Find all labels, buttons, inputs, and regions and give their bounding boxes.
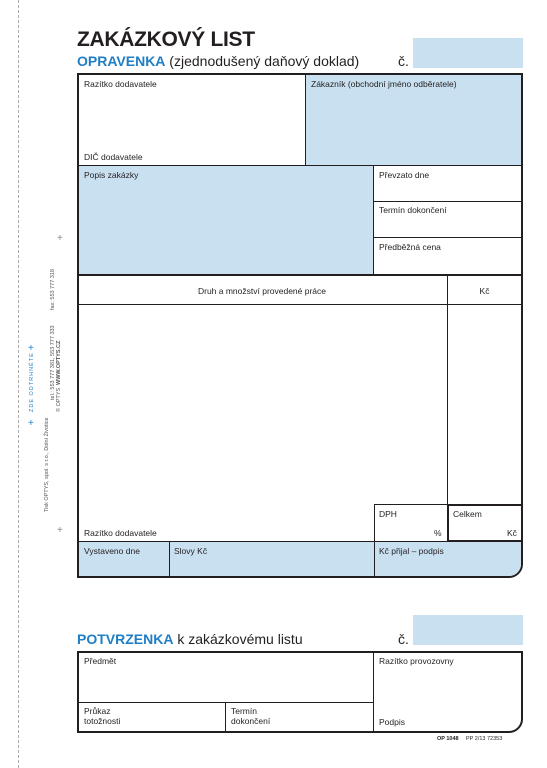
currency-header: Kč bbox=[479, 286, 490, 296]
vat-label: DPH bbox=[379, 509, 397, 519]
plus-mark: + bbox=[28, 418, 34, 429]
amount-words-label: Slovy Kč bbox=[174, 546, 208, 556]
receipt-frame bbox=[77, 651, 523, 733]
brand-label: © OPTYS bbox=[56, 387, 62, 412]
form-code: OP 1048 bbox=[437, 736, 459, 742]
form-title: ZAKÁZKOVÝ LIST bbox=[77, 28, 255, 51]
receipt-title-rest: k zakázkovému listu bbox=[173, 631, 303, 647]
completion-label: Termín dokončení bbox=[231, 706, 271, 726]
completion-date-label: Termín dokončení bbox=[379, 205, 447, 215]
order-number-field[interactable] bbox=[413, 38, 523, 68]
number-label: č. bbox=[398, 53, 409, 69]
issued-on-label: Vystaveno dne bbox=[84, 546, 140, 556]
total-currency-label: Kč bbox=[507, 528, 517, 538]
item-label: Předmět bbox=[84, 656, 117, 666]
receipt-title bbox=[77, 631, 303, 647]
divider bbox=[374, 542, 375, 577]
signature-label: Podpis bbox=[379, 717, 405, 727]
printer-phone: tel.: 553 777 381, 553 777 333 bbox=[50, 325, 56, 400]
received-by-label: Kč přijal – podpis bbox=[379, 546, 444, 556]
facility-stamp-label: Razítko provozovny bbox=[379, 656, 454, 666]
estimated-price-label: Předběžná cena bbox=[379, 242, 441, 252]
customer-label: Zákazník (obchodní jméno odběratele) bbox=[311, 79, 457, 89]
supplier-stamp-label: Razítko dodavatele bbox=[84, 79, 157, 89]
divider bbox=[447, 276, 448, 505]
divider bbox=[374, 201, 521, 202]
section-divider bbox=[77, 274, 523, 276]
divider bbox=[305, 75, 306, 166]
receipt-number-field[interactable] bbox=[413, 615, 523, 645]
subtitle-bold: OPRAVENKA bbox=[77, 53, 166, 69]
form-subtitle bbox=[77, 53, 359, 69]
printer-info: Tisk OPTYS, spol. s r.o., Dolní Životice bbox=[44, 417, 50, 512]
subtitle-rest: (zjednodušený daňový doklad) bbox=[165, 53, 360, 69]
divider bbox=[225, 702, 226, 731]
cut-label: ZDE ODTRHNĚTE bbox=[29, 352, 35, 412]
work-header: Druh a množství provedené práce bbox=[197, 286, 327, 296]
plus-mark: + bbox=[28, 343, 34, 354]
divider bbox=[374, 237, 521, 238]
printer-fax: fax: 553 777 318 bbox=[50, 269, 56, 310]
order-description-label: Popis zakázky bbox=[84, 170, 139, 180]
receipt-number-label: č. bbox=[398, 631, 409, 647]
id-card-label: Průkaz totožnosti bbox=[84, 706, 121, 726]
supplier-vat-label: DIČ dodavatele bbox=[84, 152, 143, 162]
web-label: WWW.OPTYS.CZ bbox=[56, 340, 62, 385]
receipt-title-bold: POTVRZENKA bbox=[77, 631, 174, 647]
divider bbox=[373, 653, 374, 731]
form-edition: PP 2/13 72353 bbox=[466, 736, 503, 742]
received-date-label: Převzato dne bbox=[379, 170, 430, 180]
divider bbox=[79, 702, 373, 703]
divider bbox=[79, 304, 521, 305]
divider bbox=[169, 542, 170, 577]
plus-mark: + bbox=[57, 233, 63, 244]
divider bbox=[374, 504, 375, 541]
order-description-field[interactable] bbox=[79, 166, 373, 274]
supplier-stamp-bottom-label: Razítko dodavatele bbox=[84, 528, 157, 538]
percent-label: % bbox=[434, 528, 442, 538]
total-label: Celkem bbox=[453, 509, 482, 519]
tear-line bbox=[18, 0, 19, 768]
issue-row bbox=[79, 542, 521, 576]
divider bbox=[373, 166, 374, 274]
divider bbox=[374, 504, 447, 505]
plus-mark: + bbox=[57, 525, 63, 536]
